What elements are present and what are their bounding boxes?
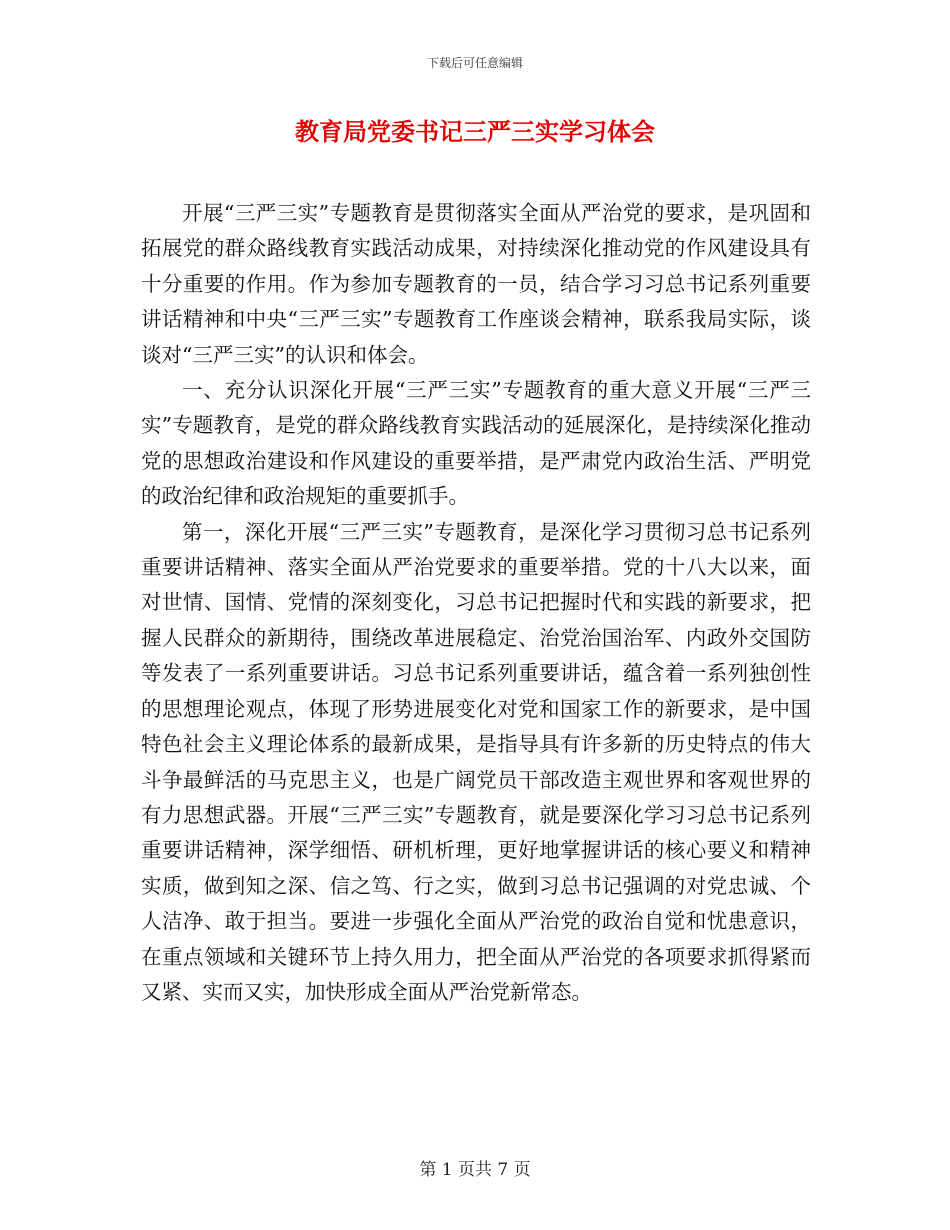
document-title: 教育局党委书记三严三实学习体会 bbox=[295, 117, 655, 146]
page-number-footer: 第 1 页共 7 页 bbox=[419, 1160, 531, 1180]
header-note: 下载后可任意编辑 bbox=[426, 56, 523, 70]
document-body bbox=[141, 196, 811, 1010]
paragraph-first-point: 第一，深化开展“三严三实”专题教育，是深化学习贯彻习总书记系列重要讲话精神、落实全面从严治党要求的重要举措。党的十八大以来，面对世情、国情、党情的深刻变化，习总书记把握时代和实践的新要求，把握人民群众的新期待，围绕改革进展稳定、治党治国治军、内政外交国防等发表了一系列重要讲话。习总书记系列重要讲话，蕴含着一系列独创性的思想理论观点，体现了形势进展变化对党和国家工作的新要求，是中国特色社会主义理论体系的最新成果，是指导具有许多新的历史特点的伟大斗争最鲜活的马克思主义，也是广阔党员干部改造主观世界和客观世界的有力思想武器。开展“三严三实”专题教育，就是要深化学习习总书记系列重要讲话精神，深学细悟、研机析理，更好地掌握讲话的核心要义和精神实质，做到知之深、信之笃、行之实，做到习总书记强调的对党忠诚、个人洁净、敢于担当。要进一步强化全面从严治党的政治自觉和忧患意识，在重点领域和关键环节上持久用力，把全面从严治党的各项要求抓得紧而又紧、实而又实，加快形成全面从严治党新常态。 bbox=[141, 519, 811, 1004]
paragraph-section-one: 一、充分认识深化开展“三严三实”专题教育的重大意义开展“三严三实”专题教育，是党的群众路线教育实践活动的延展深化，是持续深化推动党的思想政治建设和作风建设的重要举措，是严肃党内政治生活、严明党的政治纪律和政治规矩的重要抓手。 bbox=[141, 378, 811, 509]
paragraph-intro: 开展“三严三实”专题教育是贯彻落实全面从严治党的要求，是巩固和拓展党的群众路线教育实践活动成果，对持续深化推动党的作风建设具有十分重要的作用。作为参加专题教育的一员，结合学习习总书记系列重要讲话精神和中央“三严三实”专题教育工作座谈会精神，联系我局实际，谈谈对“三严三实”的认识和体会。 bbox=[141, 201, 811, 367]
